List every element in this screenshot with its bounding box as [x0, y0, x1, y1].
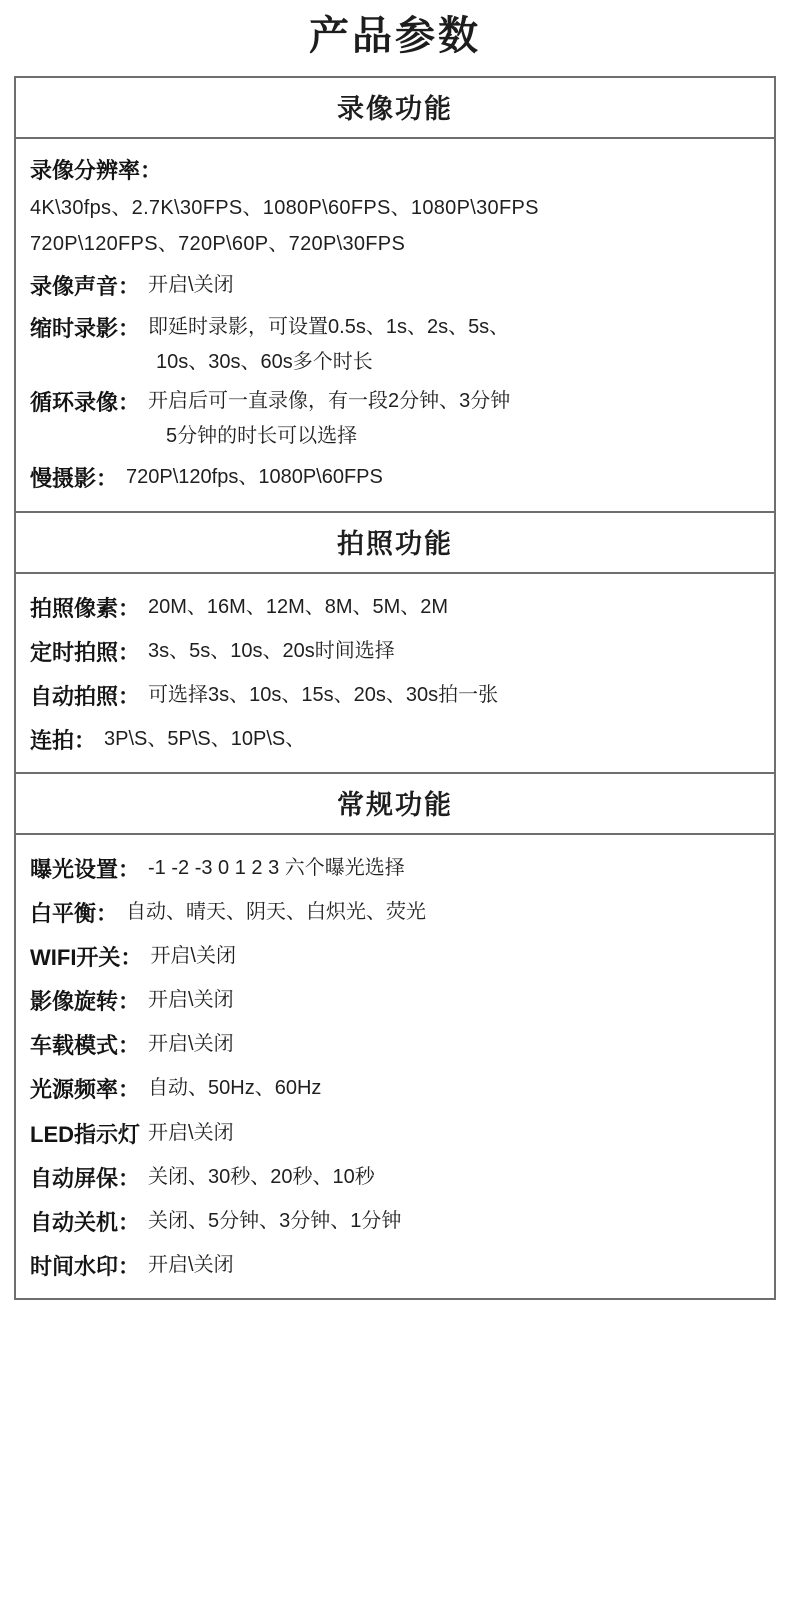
spec-row-loop-recording	[16, 386, 774, 420]
spec-label-slow-motion: 慢摄影：	[30, 466, 119, 492]
spec-label-auto-screensaver: 自动屏保：	[30, 1165, 141, 1191]
spec-label-auto-photo: 自动拍照：	[30, 683, 141, 709]
spec-label-wifi-switch: WIFI开关：	[30, 945, 143, 971]
section-header-general: 常规功能	[16, 774, 774, 835]
spec-value-white-balance: 自动、晴天、阴天、白炽光、荧光	[126, 901, 427, 924]
spec-label-recording-resolution: 录像分辨率：	[30, 158, 163, 183]
spec-row-slow-motion	[16, 460, 774, 498]
spec-row-white-balance	[16, 895, 774, 933]
spec-row-burst-photo	[16, 722, 774, 760]
spec-value-loop-recording-cont: 5分钟的时长可以选择	[166, 425, 358, 448]
spec-value-slow-motion: 720P\120fps、1080P\60FPS	[126, 466, 383, 489]
spec-row-recording-audio	[16, 268, 774, 306]
section-body-general	[16, 835, 774, 1300]
spec-row-timelapse	[16, 312, 774, 346]
spec-value-light-frequency: 自动、50Hz、60Hz	[148, 1077, 322, 1100]
section-header-recording: 录像功能	[16, 78, 774, 139]
spec-value-resolution-line-1: 4K\30fps、2.7K\30FPS、1080P\60FPS、1080P\30FPS	[30, 197, 539, 220]
spec-label-time-watermark: 时间水印：	[30, 1253, 141, 1279]
spec-row-auto-power-off	[16, 1204, 774, 1242]
section-header-photo: 拍照功能	[16, 513, 774, 574]
spec-label-image-rotation: 影像旋转：	[30, 989, 141, 1015]
spec-value-timer-photo: 3s、5s、10s、20s时间选择	[148, 639, 395, 662]
spec-value-recording-audio: 开启\关闭	[148, 274, 234, 297]
spec-value-timelapse-cont: 10s、30s、60s多个时长	[156, 351, 373, 374]
spec-label-exposure: 曝光设置：	[30, 856, 141, 882]
spec-row-wifi-switch	[16, 939, 774, 977]
spec-label-timelapse: 缩时录影：	[30, 316, 141, 342]
spec-row-photo-resolution	[16, 590, 774, 628]
spec-table	[14, 76, 776, 1300]
spec-value-burst-photo: 3P\S、5P\S、10P\S、	[104, 727, 306, 750]
spec-label-car-mode: 车载模式：	[30, 1033, 141, 1059]
spec-label-burst-photo: 连拍：	[30, 727, 97, 753]
spec-row-timer-photo	[16, 634, 774, 672]
spec-label-loop-recording: 循环录像：	[30, 390, 141, 416]
spec-label-auto-power-off: 自动关机：	[30, 1209, 141, 1235]
section-body-recording	[16, 139, 774, 513]
spec-value-exposure: -1 -2 -3 0 1 2 3 六个曝光选择	[148, 856, 405, 879]
spec-value-resolution-line-2: 720P\120FPS、720P\60P、720P\30FPS	[30, 233, 406, 256]
spec-row-led-indicator	[16, 1116, 774, 1154]
spec-value-image-rotation: 开启\关闭	[148, 989, 234, 1012]
spec-row-auto-screensaver	[16, 1160, 774, 1198]
spec-value-auto-photo: 可选择3s、10s、15s、20s、30s拍一张	[148, 683, 499, 706]
spec-value-auto-power-off: 关闭、5分钟、3分钟、1分钟	[148, 1209, 402, 1232]
spec-value-car-mode: 开启\关闭	[148, 1033, 234, 1056]
spec-row-auto-photo	[16, 678, 774, 716]
spec-label-light-frequency: 光源频率：	[30, 1077, 141, 1103]
spec-row-light-frequency	[16, 1071, 774, 1109]
spec-row-exposure	[16, 851, 774, 889]
spec-value-photo-resolution: 20M、16M、12M、8M、5M、2M	[148, 595, 449, 618]
spec-label-photo-resolution: 拍照像素：	[30, 595, 141, 621]
spec-row-image-rotation	[16, 983, 774, 1021]
spec-label-recording-audio: 录像声音：	[30, 274, 141, 300]
spec-label-white-balance: 白平衡：	[30, 901, 119, 927]
spec-label-led-indicator: LED指示灯	[30, 1121, 141, 1147]
section-body-photo	[16, 574, 774, 774]
spec-row-time-watermark	[16, 1248, 774, 1286]
spec-label-timer-photo: 定时拍照：	[30, 639, 141, 665]
page-title: 产品参数	[309, 14, 481, 58]
spec-value-time-watermark: 开启\关闭	[148, 1253, 234, 1276]
spec-value-auto-screensaver: 关闭、30秒、20秒、10秒	[148, 1165, 375, 1188]
spec-value-wifi-switch: 开启\关闭	[150, 945, 236, 968]
spec-value-led-indicator: 开启\关闭	[148, 1121, 234, 1144]
spec-value-timelapse: 即延时录影，可设置0.5s、1s、2s、5s、	[148, 316, 510, 339]
spec-row-car-mode	[16, 1027, 774, 1065]
spec-value-loop-recording: 开启后可一直录像，有一段2分钟、3分钟	[148, 390, 511, 413]
